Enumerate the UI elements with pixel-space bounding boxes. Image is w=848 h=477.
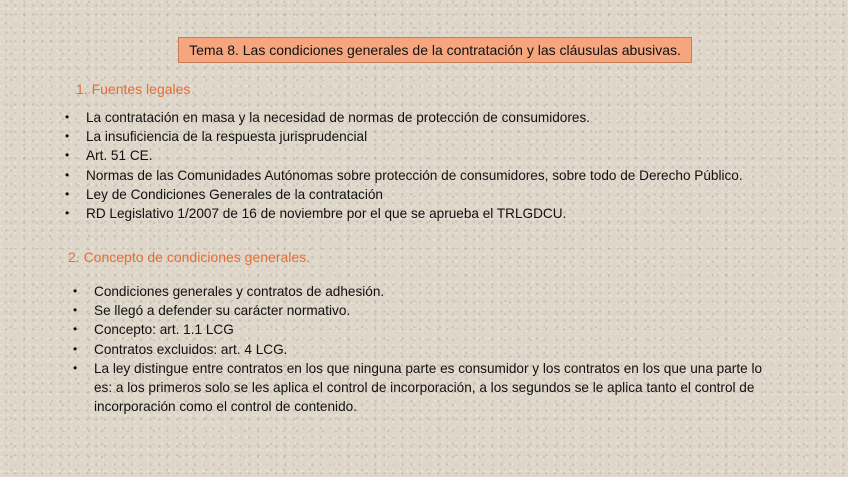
list-item <box>73 359 773 417</box>
list-item <box>65 146 765 165</box>
bullet-icon: • <box>73 284 78 298</box>
list-item-text: Normas de las Comunidades Autónomas sobre protección de consumidores, sobre todo de Derecho Público. <box>86 167 743 183</box>
list-item <box>73 320 773 339</box>
slide-title: Tema 8. Las condiciones generales de la contratación y las cláusulas abusivas. <box>178 37 692 63</box>
bullet-icon: • <box>65 206 70 221</box>
list-item-text: La ley distingue entre contratos en los que ninguna parte es consumidor y los contratos en los que una parte lo es: a los primeros solo se les aplica el control de incorporación, a los segundos se le aplica tanto el control de incorporación como el control de contenido. <box>94 360 763 415</box>
bullet-icon: • <box>73 322 78 337</box>
bullet-icon: • <box>65 129 70 144</box>
section-heading-concepto: 2. Concepto de condiciones generales. <box>68 249 311 265</box>
list-item <box>73 282 773 301</box>
list-item <box>65 166 765 185</box>
list-item-text: La contratación en masa y la necesidad de normas de protección de consumidores. <box>86 110 591 125</box>
bullet-icon: • <box>65 167 70 182</box>
list-item <box>73 301 773 320</box>
list-item <box>65 204 765 223</box>
list-item-text: Concepto: art. 1.1 LCG <box>94 322 234 338</box>
list-item-text: Se llegó a defender su carácter normativo. <box>94 303 351 319</box>
bullet-icon: • <box>65 110 70 124</box>
list-item <box>65 108 765 127</box>
bullet-list-fuentes-legales <box>65 108 765 223</box>
list-item <box>65 185 765 204</box>
list-item-text: Contratos excluidos: art. 4 LCG. <box>94 341 288 357</box>
list-item-text: La insuficiencia de la respuesta jurisprudencial <box>86 129 368 145</box>
section-heading-fuentes-legales: 1. Fuentes legales <box>76 81 191 97</box>
bullet-icon: • <box>73 360 78 375</box>
list-item-text: Ley de Condiciones Generales de la contratación <box>86 186 383 202</box>
list-item-text: Art. 51 CE. <box>86 148 153 164</box>
bullet-icon: • <box>65 148 70 163</box>
list-item <box>73 340 773 359</box>
bullet-icon: • <box>73 341 78 356</box>
list-item-text: RD Legislativo 1/2007 de 16 de noviembre por el que se aprueba el TRLGDCU. <box>86 206 567 222</box>
list-item-text: Condiciones generales y contratos de adhesión. <box>94 284 385 299</box>
bullet-icon: • <box>65 186 70 201</box>
bullet-icon: • <box>73 303 78 318</box>
list-item <box>65 127 765 146</box>
bullet-list-concepto <box>73 282 773 416</box>
